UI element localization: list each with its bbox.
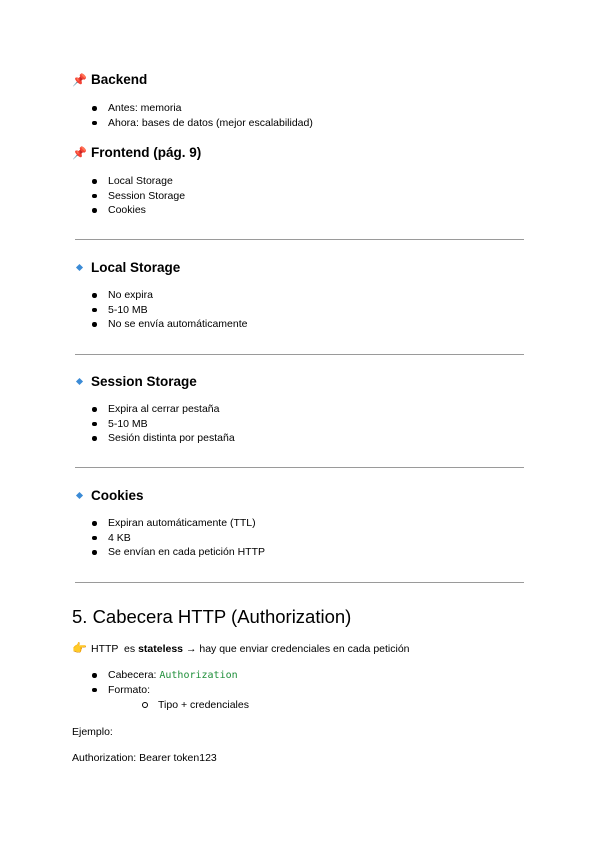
blue-diamond-icon — [76, 378, 83, 385]
example-value: Authorization: Bearer token123 — [72, 752, 217, 764]
horizontal-rule — [75, 582, 524, 583]
list-item: 5-10 MB — [92, 417, 235, 432]
list-item: Local Storage — [92, 174, 185, 189]
list-item: 4 KB — [92, 531, 265, 546]
backend-title: Backend — [91, 72, 148, 87]
list-item: Se envían en cada petición HTTP — [92, 545, 265, 560]
session-storage-list — [92, 402, 235, 446]
session-storage-title: Session Storage — [91, 374, 197, 389]
pushpin-icon: 📌 — [72, 73, 87, 87]
blue-diamond-icon — [76, 492, 83, 499]
intro-pre: HTTP es — [91, 643, 139, 655]
list-item: Session Storage — [92, 189, 185, 204]
list-item: No expira — [92, 288, 248, 303]
cookies-heading — [72, 488, 144, 503]
session-storage-heading — [72, 374, 197, 389]
cookies-list — [92, 516, 265, 560]
header-label: Cabecera: — [108, 669, 160, 681]
list-item: Cookies — [92, 203, 185, 218]
list-item: Sesión distinta por pestaña — [92, 431, 235, 446]
list-item: Antes: memoria — [92, 101, 313, 116]
horizontal-rule — [75, 354, 524, 355]
example-label: Ejemplo: — [72, 726, 113, 738]
format-sublist — [142, 698, 249, 713]
backend-list — [92, 101, 313, 130]
pushpin-icon: 📌 — [72, 146, 87, 160]
horizontal-rule — [75, 467, 524, 468]
local-storage-heading — [72, 260, 180, 275]
stateless-intro — [72, 641, 410, 655]
pointing-hand-icon: 👉 — [72, 641, 87, 655]
section-5-heading: 5. Cabecera HTTP (Authorization) — [72, 606, 352, 627]
local-storage-title: Local Storage — [91, 260, 181, 275]
list-item: No se envía automáticamente — [92, 317, 248, 332]
backend-heading — [72, 72, 147, 87]
authorization-code: Authorization — [159, 670, 238, 681]
frontend-heading — [72, 145, 201, 160]
cookies-title: Cookies — [91, 488, 144, 503]
intro-post: → hay que enviar credenciales en cada petición — [183, 643, 410, 655]
auth-list — [92, 668, 238, 697]
blue-diamond-icon — [76, 264, 83, 271]
list-item: 5-10 MB — [92, 303, 248, 318]
list-item — [92, 668, 238, 683]
frontend-title: Frontend (pág. 9) — [91, 145, 202, 160]
frontend-list — [92, 174, 185, 218]
list-item: Expiran automáticamente (TTL) — [92, 516, 265, 531]
local-storage-list — [92, 288, 248, 332]
list-item: Expira al cerrar pestaña — [92, 402, 235, 417]
intro-bold: stateless — [138, 643, 184, 655]
horizontal-rule — [75, 239, 524, 240]
list-item: Formato: — [92, 683, 238, 698]
list-item: Ahora: bases de datos (mejor escalabilidad) — [92, 116, 313, 131]
sub-list-item: Tipo + credenciales — [142, 698, 249, 713]
